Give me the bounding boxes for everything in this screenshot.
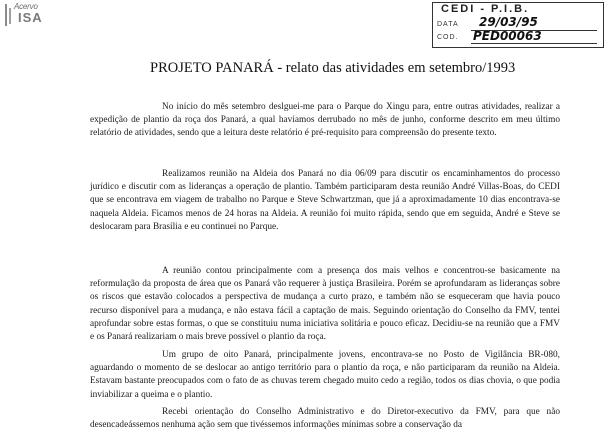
archive-stamp [432,2,604,48]
logo-line1: Acervo [14,2,38,11]
paragraph-1: No início do mês setembro deslguei-me para o Parque do Xingu para, entre outras atividades, realizar a expedição de plantio da roça dos Panará, a qual havíamos derrubado no mês de junho, conforme descrito em meu último relatório de atividades, sendo que a leitura deste relatório é pré-requisito para compreensão do presente texto. [90,102,560,139]
paragraph-3: A reunião contou principalmente com a presença dos mais velhos e concentrou-se basicamente na reformulação da proposta de área que os Panará vão requerer à justiça Brasileira. Porém se aprofundaram as lideranças sobre os riscos que estavão colocados a perspectiva de mudança a curto prazo, e também não se esqueceram que havia pouco recurso disponível para a mudança, e não estava fácil a captação de mais. Seguindo orientação do Conselho da FMV, tentei aprofundar sobre estas formas, o que se constituiu numa iniciativa solitária e pouco eficaz. Decidiu-se na reunião que a FMV e os Panará realizariam o mais breve possível o plantio da roça. [90,266,560,343]
document-title: PROJETO PANARÁ - relato das atividades em setembro/1993 [150,60,516,76]
stamp-code-value: PED00063 [473,29,542,43]
paragraph-5: Recebi orientação do Conselho Administrativo e do Diretor-executivo da FMV, para que não desencadeássemos nenhuma ação sem que tivéssemos informações mínimas sobre a conservação da [90,407,560,431]
stamp-org: CEDI - P.I.B. [441,3,530,15]
stamp-date-value: 29/03/95 [479,15,538,29]
logo-mark-icon [4,2,14,28]
stamp-code-line [471,43,597,44]
paragraph-4: Um grupo de oito Panará, principalmente jovens, encontrava-se no Posto de Vigilância BR-080, aguardando o momento de se deslocar ao antigo território para o plantio da roça, e não participaram da reunião na Aldeia. Estavam bastante preocupados com o fato de as chuvas terem chegado muito cedo a região, todos os dias chovia, o que podia inviabilizar a queima e o plantio. [90,350,560,400]
logo-line2: ISA [18,10,43,25]
acervo-isa-logo [4,2,48,32]
paragraph-2: Realizamos reunião na Aldeia dos Panará no dia 06/09 para discutir os encaminhamentos do processo jurídico e discutir com as lideranças a operação de plantio. Também participaram desta reunião André Villas-Boas, do CEDI que se encontrava em viagem de trabalho no Parque e Steve Schwartzman, que já a aproximadamente 10 dias encontrava-se naquela Aldeia. Ficamos menos de 24 horas na Aldeia. A reunião foi muito rápida, sendo que em seguida, André e Steve se deslocaram para Brasília e eu continuei no Parque. [90,169,560,232]
stamp-code-label: COD. [437,34,459,41]
stamp-date-label: DATA [437,21,459,28]
